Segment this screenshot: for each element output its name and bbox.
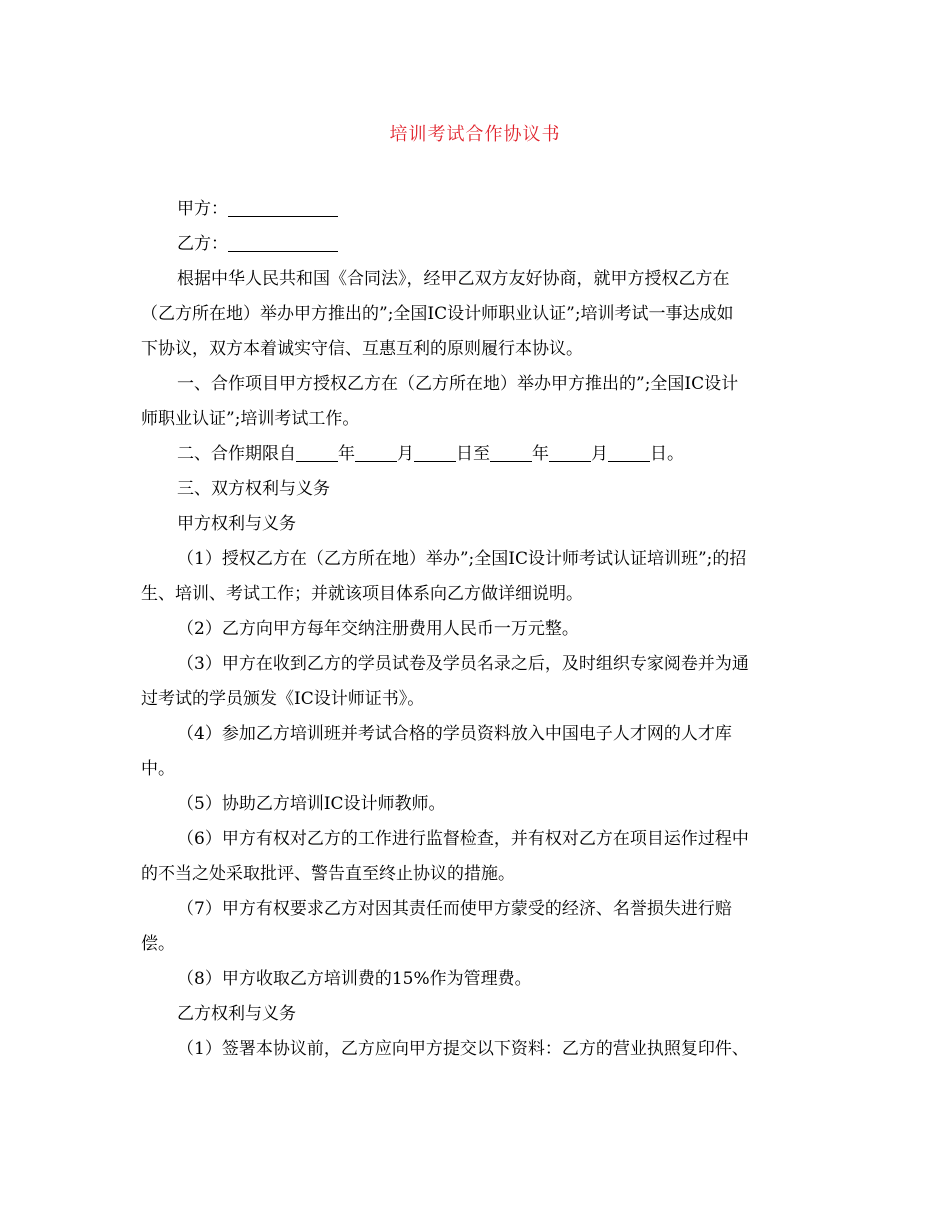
party-b-blank [228, 234, 338, 252]
party-a-item-7 [141, 892, 821, 962]
end-day-blank [608, 444, 650, 462]
end-month-blank [549, 444, 591, 462]
party-a-item-8: （8）甲方收取乙方培训费的15%作为管理费。 [177, 969, 532, 989]
item-line: 过考试的学员颁发《IC设计师证书》。 [141, 689, 425, 709]
start-month-blank [355, 444, 397, 462]
item-line: 中。 [141, 759, 175, 779]
item-line: （6）甲方有权对乙方的工作进行监督检查，并有权对乙方在项目运作过程中 [177, 829, 749, 849]
party-a-item-5: （5）协助乙方培训IC设计师教师。 [177, 794, 446, 814]
party-a-rights-heading: 甲方权利与义务 [177, 514, 296, 534]
year-label: 年 [338, 444, 355, 464]
party-a-line [141, 192, 821, 227]
clause-2-prefix: 二、合作期限自 [177, 444, 296, 464]
party-a-item-6 [141, 822, 821, 892]
item-line: （4）参加乙方培训班并考试合格的学员资料放入中国电子人才网的人才库 [177, 724, 732, 744]
party-a-item-2: （2）乙方向甲方每年交纳注册费用人民币一万元整。 [177, 619, 579, 639]
party-a-blank [228, 199, 338, 217]
preamble-line: 根据中华人民共和国《合同法》，经甲乙双方友好协商，就甲方授权乙方在 [177, 269, 730, 289]
item-line: 生、培训、考试工作；并就该项目体系向乙方做详细说明。 [141, 584, 583, 604]
party-a-label: 甲方： [177, 199, 228, 219]
party-b-label: 乙方： [177, 234, 228, 254]
preamble-paragraph [141, 262, 821, 367]
preamble-line: （乙方所在地）举办甲方推出的”;全国IC设计师职业认证”;培训考试一事达成如 [141, 304, 734, 324]
item-line: （7）甲方有权要求乙方对因其责任而使甲方蒙受的经济、名誉损失进行赔 [177, 899, 732, 919]
item-line: 的不当之处采取批评、警告直至终止协议的措施。 [141, 864, 515, 884]
party-b-rights-heading: 乙方权利与义务 [177, 1004, 296, 1024]
day-label: 日。 [650, 444, 684, 464]
item-line: （3）甲方在收到乙方的学员试卷及学员名录之后，及时组织专家阅卷并为通 [177, 654, 749, 674]
clause-2 [141, 437, 821, 472]
document-body [141, 192, 821, 1067]
clause-1-line: 师职业认证”;培训考试工作。 [141, 409, 360, 429]
month-label: 月 [591, 444, 608, 464]
party-b-line [141, 227, 821, 262]
item-line: 偿。 [141, 934, 175, 954]
item-line: （1）授权乙方在（乙方所在地）举办”;全国IC设计师考试认证培训班”;的招 [177, 549, 747, 569]
start-day-blank [414, 444, 456, 462]
party-a-item-4 [141, 717, 821, 787]
start-year-blank [296, 444, 338, 462]
day-to-label: 日至 [456, 444, 490, 464]
clause-3-heading: 三、双方权利与义务 [177, 479, 330, 499]
party-b-item-1: （1）签署本协议前，乙方应向甲方提交以下资料：乙方的营业执照复印件、 [177, 1039, 749, 1059]
clause-1-line: 一、合作项目甲方授权乙方在（乙方所在地）举办甲方推出的”;全国IC设计 [177, 374, 739, 394]
preamble-line: 下协议，双方本着诚实守信、互惠互利的原则履行本协议。 [141, 339, 583, 359]
party-a-item-3 [141, 647, 821, 717]
party-a-item-1 [141, 542, 821, 612]
document-title: 培训考试合作协议书 [389, 124, 561, 145]
year-label: 年 [532, 444, 549, 464]
end-year-blank [490, 444, 532, 462]
clause-1 [141, 367, 821, 437]
month-label: 月 [397, 444, 414, 464]
